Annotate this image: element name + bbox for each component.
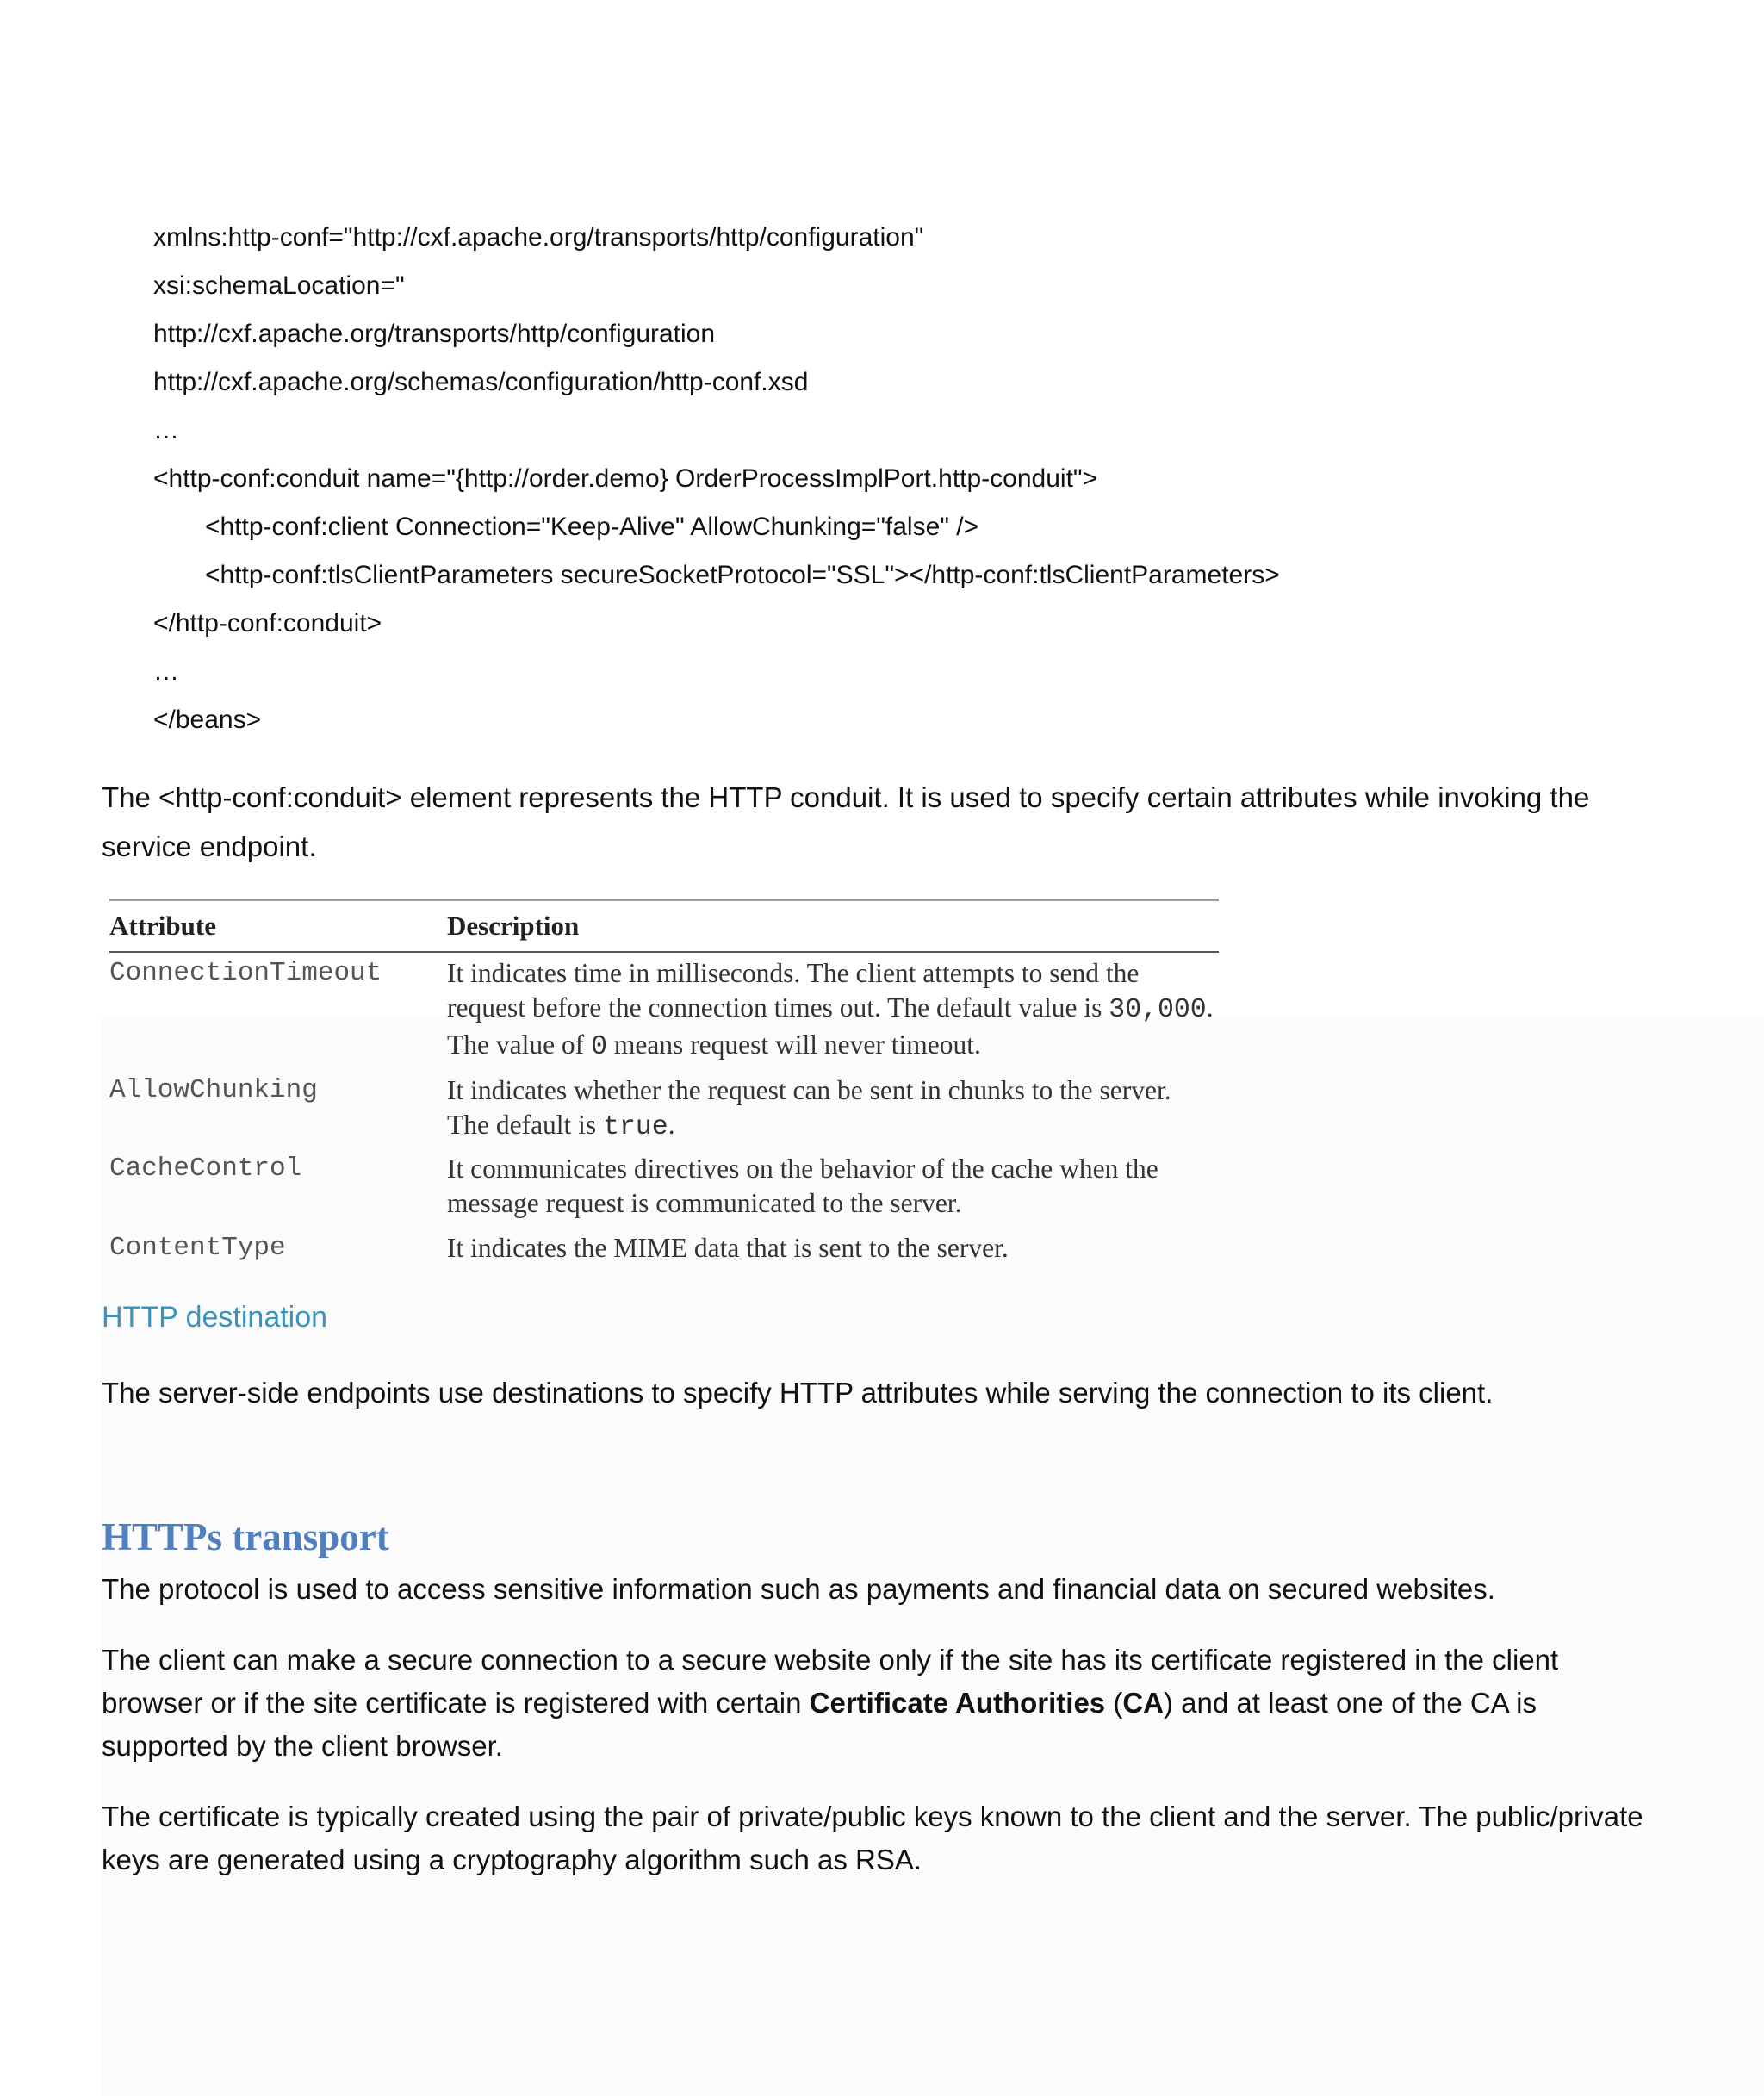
attributes-table	[109, 899, 1219, 1279]
code-line: <http-conf:tlsClientParameters secureSocketProtocol="SSL"></http-conf:tlsClientParameters>	[205, 561, 1280, 589]
attribute-cell: CacheControl	[109, 1154, 302, 1184]
table-header-row	[109, 901, 1219, 951]
code-line: <http-conf:client Connection="Keep-Alive" AllowChunking="false" />	[205, 513, 979, 541]
code-line: http://cxf.apache.org/schemas/configuration/http-conf.xsd	[153, 368, 809, 396]
column-header-description: Description	[447, 911, 580, 941]
description-cell: It indicates time in milliseconds. The client attempts to send the request before the connection times out. The default value is 30,000. The value of 0 means request will never timeout.	[447, 958, 1214, 1062]
code-line: </beans>	[153, 706, 262, 734]
code-line: …	[153, 657, 179, 686]
column-header-attribute: Attribute	[109, 911, 216, 941]
paragraph-https-3: The certificate is typically created using the pair of private/public keys known to the client and the server. The public/private keys are generated using a cryptography algorithm such as RSA.	[102, 1801, 1643, 1875]
subheading-http-destination: HTTP destination	[102, 1301, 328, 1334]
code-line: xsi:schemaLocation="	[153, 271, 405, 300]
table-row	[109, 1070, 1219, 1148]
table-row	[109, 953, 1219, 1070]
table-row	[109, 1148, 1219, 1228]
code-line: http://cxf.apache.org/transports/http/configuration	[153, 320, 716, 348]
code-line: </http-conf:conduit>	[153, 609, 382, 638]
attribute-cell: AllowChunking	[109, 1075, 318, 1105]
description-cell: It indicates the MIME data that is sent to the server.	[447, 1233, 1009, 1263]
paragraph-conduit: The <http-conf:conduit> element represents the HTTP conduit. It is used to specify certain attributes while invoking the service endpoint.	[102, 781, 1590, 862]
description-cell: It indicates whether the request can be sent in chunks to the server. The default is true.	[447, 1075, 1171, 1142]
attribute-cell: ConnectionTimeout	[109, 958, 382, 988]
code-listing	[153, 214, 1280, 744]
paragraph-destination: The server-side endpoints use destinations to specify HTTP attributes while serving the connection to its client.	[102, 1377, 1494, 1409]
heading-https-transport: HTTPs transport	[102, 1515, 389, 1558]
attribute-cell: ContentType	[109, 1233, 286, 1263]
description-cell: It communicates directives on the behavior of the cache when the message request is communicated to the server.	[447, 1154, 1158, 1218]
code-line: …	[153, 416, 179, 445]
paragraph-https-1: The protocol is used to access sensitive information such as payments and financial data on secured websites.	[102, 1573, 1495, 1605]
paragraph-https-2: The client can make a secure connection to a secure website only if the site has its certificate registered in the client browser or if the site certificate is registered with certain Certificate Authorities (CA) and at least one of the CA is supported by the client browser.	[102, 1644, 1559, 1762]
code-line: <http-conf:conduit name="{http://order.demo} OrderProcessImplPort.http-conduit">	[153, 464, 1098, 493]
table-row	[109, 1228, 1219, 1279]
code-line: xmlns:http-conf="http://cxf.apache.org/transports/http/configuration"	[153, 223, 924, 252]
